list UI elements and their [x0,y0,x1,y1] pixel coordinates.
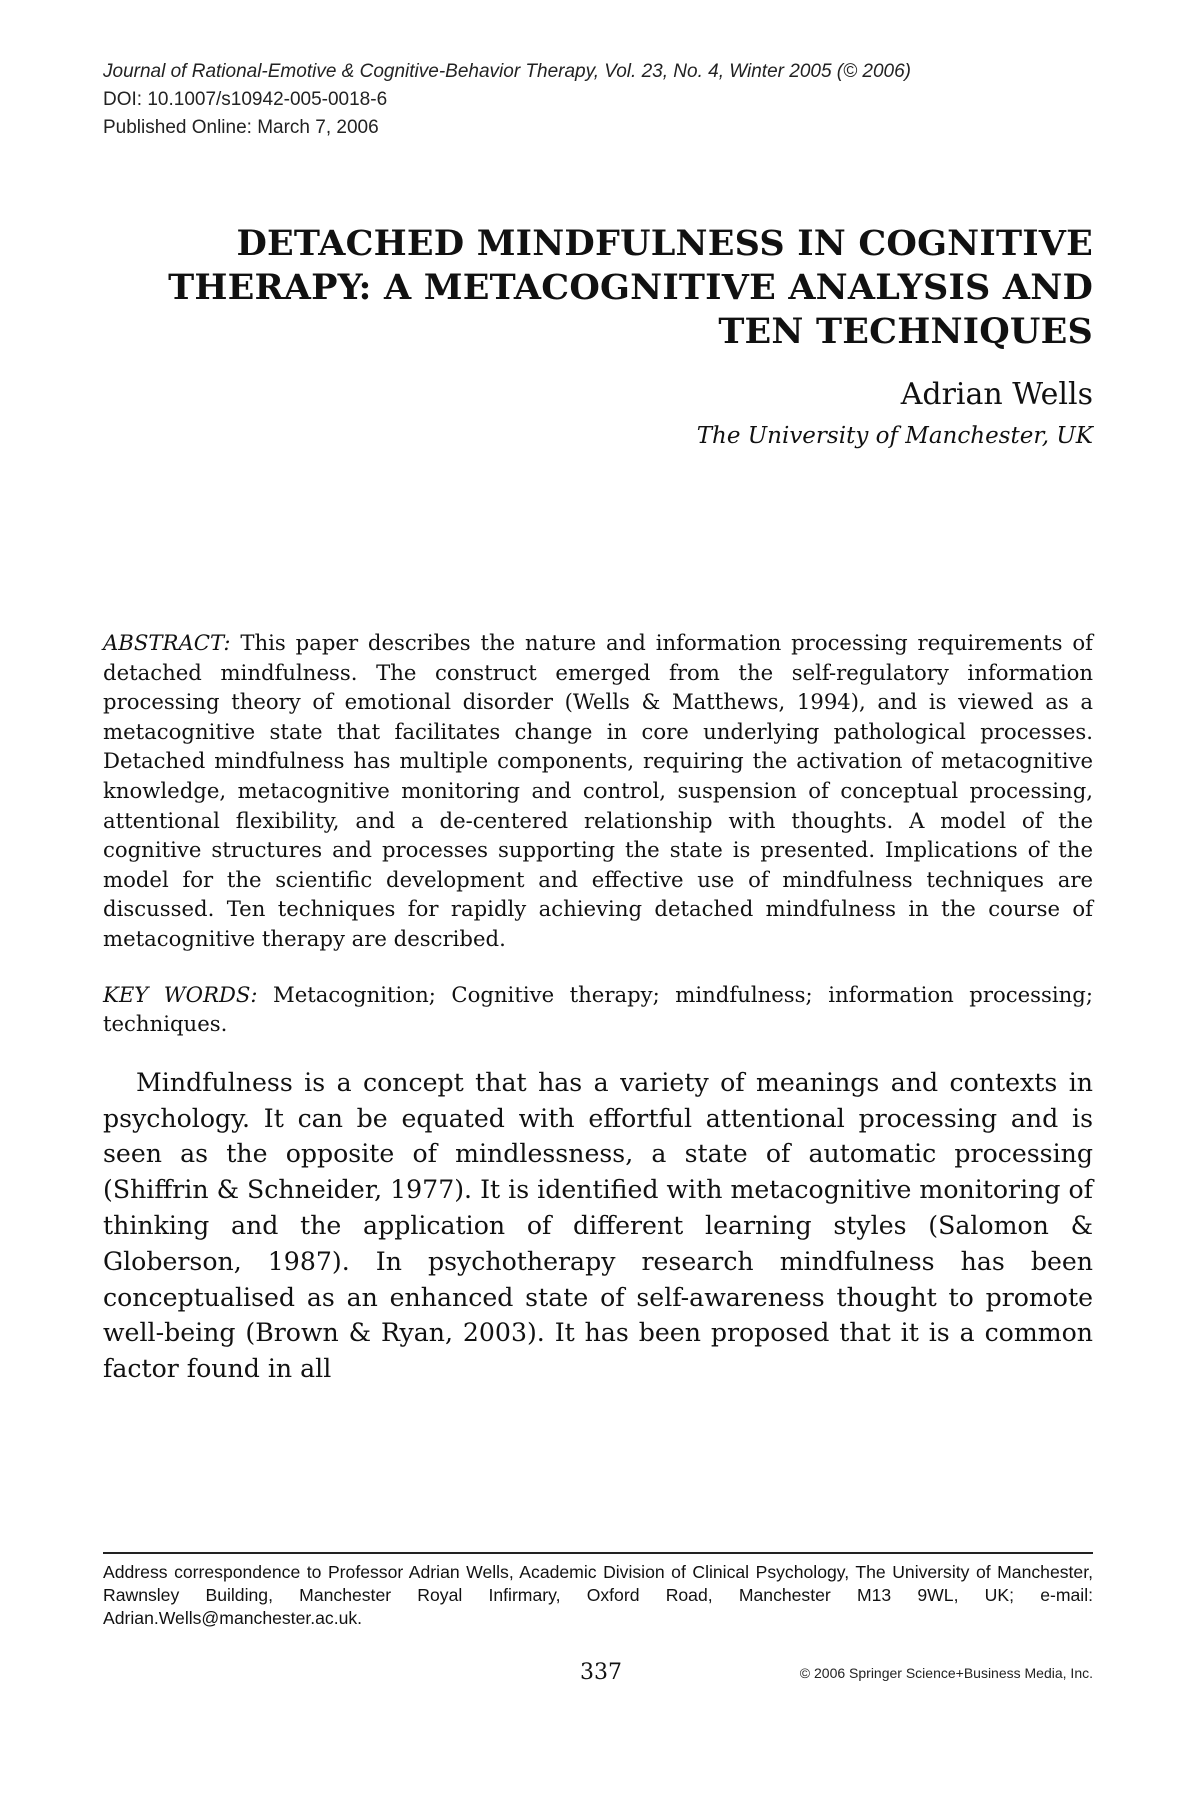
abstract [103,628,1093,954]
keywords-label: KEY WORDS: [103,981,274,1007]
abstract-text: This paper describes the nature and information processing requirements of detached mindfulness. The construct emerged from the self-regulatory information processing theory of emotional disorder (Wells & Matthews, 1994), and is viewed as a metacognitive state that facilitates change in core underlying pathological processes. Detached mindfulness has multiple components, requiring the activation of metacognitive knowledge, metacognitive monitoring and control, suspension of conceptual processing, attentional flexibility, and a de-centered relationship with thoughts. A model of the cognitive structures and processes supporting the state is presented. Implications of the model for the scientific development and effective use of mindfulness techniques are discussed. Ten techniques for rapidly achieving detached mindfulness in the course of metacognitive therapy are described. [103,630,1093,951]
running-header [103,58,1093,142]
footnote-divider [103,1552,1093,1554]
doi: DOI: 10.1007/s10942-005-0018-6 [103,89,388,110]
published-online: Published Online: March 7, 2006 [103,117,379,138]
paper-page [103,58,1093,1387]
correspondence-footnote: Address correspondence to Professor Adrian Wells, Academic Division of Clinical Psychology, The University of Manchester, Rawnsley Building, Manchester Royal Infirmary, Oxford Road, Manchester M13 9WL, UK; e-mail: Adrian.Wells@manchester.ac.uk. [103,1562,1093,1628]
copyright-notice: © 2006 Springer Science+Business Media, Inc. [799,1665,1093,1681]
author-name: Adrian Wells [900,377,1093,412]
title-line-3: TEN TECHNIQUES [718,311,1093,352]
author-affiliation: The University of Manchester, UK [696,423,1093,449]
article-title [103,222,1093,354]
keywords [103,980,1093,1039]
abstract-label: ABSTRACT: [103,630,241,655]
title-line-2: THERAPY: A METACOGNITIVE ANALYSIS AND [168,267,1093,308]
body-paragraph-1: Mindfulness is a concept that has a variety of meanings and contexts in psychology. It can be equated with effortful attentional processing and is seen as the opposite of mindlessness, a state of automatic processing (Shiffrin & Schneider, 1977). It is identified with metacognitive monitoring of thinking and the application of different learning styles (Salomon & Globerson, 1987). In psychotherapy research mindfulness has been conceptualised as an enhanced state of self-awareness thought to promote well-being (Brown & Ryan, 2003). It has been proposed that it is a common factor found in all [103,1067,1093,1384]
journal-citation: Journal of Rational-Emotive & Cognitive-Behavior Therapy, Vol. 23, No. 4, Winter 2005 (© 2006) [103,61,912,82]
keywords-text: Metacognition; Cognitive therapy; mindfulness; information processing; techniques. [103,981,1093,1037]
page-number: 337 [580,1660,622,1685]
title-line-1: DETACHED MINDFULNESS IN COGNITIVE [236,223,1093,264]
